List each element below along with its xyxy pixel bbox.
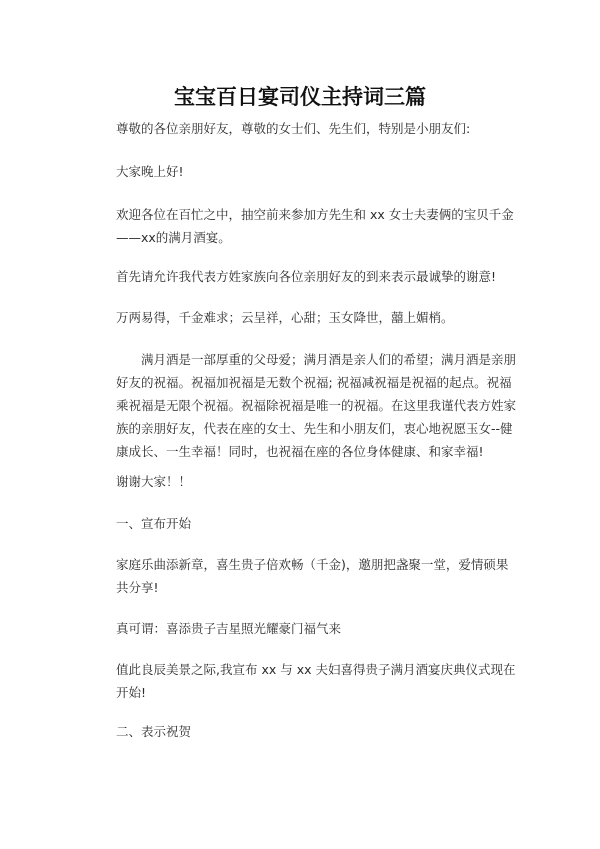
paragraph-thank-you-all: 谢谢大家！！ [116,474,192,489]
section-heading-announce-start: 一、宣布开始 [116,516,192,531]
paragraph-welcome: 欢迎各位在百忙之中，抽空前来参加方先生和 xx 女士夫妻俩的宝贝千金——xx的满月酒宴。 [116,207,514,245]
document-title: 宝宝百日宴司仪主持词三篇 [174,85,426,109]
paragraph-announcement: 值此良辰美景之际,我宣布 xx 与 xx 夫妇喜得贵子满月酒宴庆典仪式现在开始! [116,662,516,700]
paragraph-good-evening: 大家晚上好! [116,164,184,179]
paragraph-greeting-address: 尊敬的各位亲朋好友，尊敬的女士们、先生们，特别是小朋友们: [116,121,471,136]
paragraph-verse: 万两易得，千金难求；云呈祥，心甜；玉女降世，囍上媚梢。 [116,310,454,325]
section-heading-congratulations: 二、表示祝贺 [116,724,192,739]
paragraph-saying: 真可谓：喜添贵子吉星照光耀豪门福气来 [116,621,342,636]
paragraph-blessings: 满月酒是一部厚重的父母爱；满月酒是亲人们的希望；满月酒是亲朋好友的祝福。祝福加祝福是无数个祝福; 祝福减祝福是祝福的起点。祝福乘祝福是无限个祝福。祝福除祝福是唯一的祝福。在这里我谨代表方姓家族的亲朋好友，代表在座的女士、先生和小朋友们，衷心地祝愿玉女--健康成长、一生幸福！同时，也祝福在座的各位身体健康、和家幸福! [116,352,517,459]
paragraph-family-joy: 家庭乐曲添新章，喜生贵子倍欢畅（千金)，邀朋把盏聚一堂，爱情硕果共分享! [116,557,509,595]
paragraph-thanks: 首先请允许我代表方姓家族向各位亲朋好友的到来表示最诚挚的谢意! [116,269,497,284]
